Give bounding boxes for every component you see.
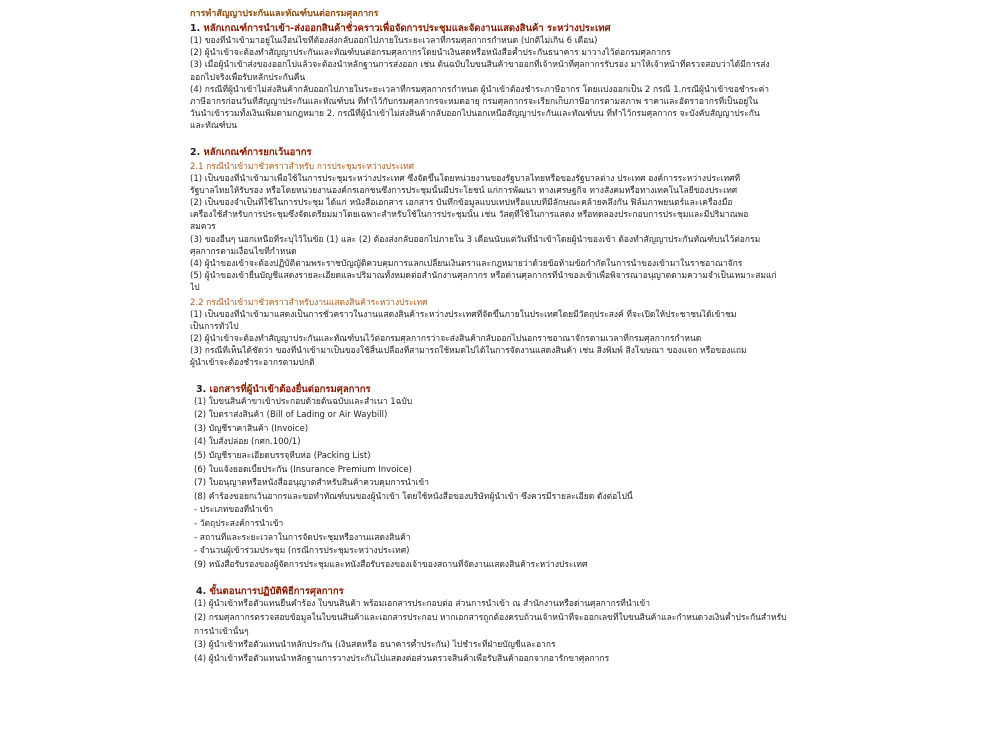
section-duty-exemption <box>190 146 802 370</box>
paragraph-line: และทัณฑ์บน <box>190 121 238 132</box>
list-item: (1) ผู้นำเข้าหรือตัวแทนยื่นคำร้อง ใบขนสินค้า พร้อมเอกสารประกอบต่อ ส่วนการนำเข้า ณ สำนักงานหรือด่านศุลกากรที่นำเข้า <box>194 599 650 610</box>
paragraph-line: (2) ผู้นำเข้าจะต้องทำสัญญาประกันและทัณฑ์บนไว้ต่อกรมศุลกากรว่าจะส่งสินค้ากลับออกไปนอกราชอาณาจักรตามเวลาที่กรมศุลกากรกำหนด <box>190 334 702 345</box>
section-import-export-rules <box>190 22 802 133</box>
list-item: (3) บัญชีราคาสินค้า (Invoice) <box>194 423 309 434</box>
list-item: (9) หนังสือรับรองของผู้จัดการประชุมและหนังสือรับรองของเจ้าของสถานที่จัดงานแสดงสินค้าระหว่างประเทศ <box>194 559 588 570</box>
list-item: - จำนวนผู้เข้าร่วมประชุม (กรณีการประชุมระหว่างประเทศ) <box>194 546 410 557</box>
list-item: (4) ใบสั่งปล่อย (กศก.100/1) <box>194 437 301 448</box>
list-item: (3) ผู้นำเข้าหรือตัวแทนนำหลักประกัน (เงินสดหรือ ธนาคารค้ำประกัน) ไปชำระที่ฝ่ายบัญชีและอากร <box>194 640 556 651</box>
section-title: หลักเกณฑ์การนำเข้า-ส่งออกสินค้าชั่วคราวเพื่อจัดการประชุมและจัดงานแสดงสินค้า ระหว่างประเทศ <box>203 23 611 34</box>
list-item: (2) กรมศุลกากรตรวจสอบข้อมูลในใบขนสินค้าและเอกสารประกอบ หากเอกสารถูกต้องครบถ้วนเจ้าหน้าที่จะออกเลขที่ใบขนสินค้าและกำหนดวงเงินค้ำประกันสำหรับ <box>194 612 787 623</box>
paragraph-line: (4) ผู้นำของเข้าจะต้องปฏิบัติตามพระราชบัญญัติควบคุมการแลกเปลี่ยนเงินตราและกฎหมายว่าด้วยข้อห้ามข้อกำกัดในการนำของเข้ามาในราชอาณาจักร <box>190 259 743 270</box>
paragraph-line: (3) ของอื่นๆ นอกเหนือที่ระบุไว้ในข้อ (1) และ (2) ต้องส่งกลับออกไปภายใน 3 เดือนนับแต่วันที่นำเข้าโดยผู้นำของเข้า ต้องทำสัญญาประกันทัณฑ์บนไว้ต่อกรม <box>190 234 761 245</box>
section-title: เอกสารที่ผู้นำเข้าต้องยื่นต่อกรมศุลกากร <box>209 383 371 395</box>
section-title: ขั้นตอนการปฏิบัติพิธีการศุลกากร <box>209 586 344 598</box>
paragraph-line: ศุลกากรตามเงื่อนไขที่กำหนด <box>190 246 297 257</box>
list-item: - ประเภทของที่นำเข้า <box>194 505 274 516</box>
paragraph-line: รัฐบาลไทยให้รับรอง หรือโดยหน่วยงานองค์กรเอกชนซึ่งการประชุมนั้นมีประโยชน์ แก่การพัฒนา ทางเศรษฐกิจ ทางสังคมหรือทางเทคโนโลยีของประเทศ <box>190 185 738 196</box>
list-item: (8) คำร้องขอยกเว้นอากรและขอทำทัณฑ์บนของผู้นำเข้า โดยใช้หนังสือของบริษัทผู้นำเข้า ซึ่งควรมีรายละเอียด ดังต่อไปนี้ <box>194 491 633 502</box>
paragraph-line: ผู้นำเข้าจะต้องชำระอากรตามปกติ <box>190 358 315 369</box>
section-number: 4. <box>196 586 207 598</box>
list-item: (2) ใบตราส่งสินค้า (Bill of Lading or Air Waybill) <box>194 410 388 421</box>
section-customs-procedure <box>190 585 802 666</box>
paragraph-line: (1) ของที่นำเข้ามาอยู่ในเงื่อนไขที่ต้องส่งกลับออกไปภายในระยะเวลาที่กรมศุลกากรกำหนด (ปกติไม่เกิน 6 เดือน) <box>190 36 598 46</box>
paragraph-line: (2) ผู้นำเข้าจะต้องทำสัญญาประกันและทัณฑ์บนต่อกรมศุลกากรโดยนำเงินสดหรือหนังสือค้ำประกันธนาคาร มาวางไว้ต่อกรมศุลกากร <box>190 48 671 59</box>
paragraph-line: (1) เป็นของที่นำเข้ามาเพื่อใช้ในการประชุมระหว่างประเทศ ซึ่งจัดขึ้นโดยหน่วยงานของรัฐบาลไทยหรือของรัฐบาลต่าง ประเทศ องค์การระหว่างประเทศที่ <box>190 173 741 184</box>
list-item: - สถานที่และระยะเวลาในการจัดประชุมหรืองานแสดงสินค้า <box>194 532 411 543</box>
paragraph-line: (3) กรณีที่เห็นได้ชัดว่า ของที่นำเข้ามาเป็นของใช้สิ้นเปลืองที่สามารถใช้หมดไปได้ในการจัดงานแสดงสินค้า เช่น สิ่งพิมพ์ สิ่งโฆษณา ของแจก หรือของแถม <box>190 346 747 357</box>
paragraph-line: (1) เป็นของที่นำเข้ามาแสดงเป็นการชั่วคราวในงานแสดงสินค้าระหว่างประเทศที่จัดขึ้นภายในประเทศโดยมีวัตถุประสงค์ ที่จะเปิดให้ประชาชนได้เข้าชม <box>190 309 737 320</box>
list-item: (6) ใบแจ้งยอดเบี้ยประกัน (Insurance Premium Invoice) <box>194 464 412 475</box>
paragraph-line: วันนำเข้ารวมทั้งเงินเพิ่มตามกฎหมาย 2. กรณีที่ผู้นำเข้าไม่ส่งสินค้ากลับออกไปนอกเหนือสัญญาประกันและทัณฑ์บน ที่ทำไว้กรมศุลกากร จะบังคับสัญญาประกัน <box>190 109 760 120</box>
paragraph-line: ภาษีอากรก่อนวันที่สัญญาประกันและทัณฑ์บน ที่ทำไว้กับกรมศุลกากรจะหมดอายุ กรมศุลกากรจะเรียกเก็บภาษีอากรตามสภาพ ราคาและอัตราอากรที่เป็นอยู่ใน <box>190 97 759 108</box>
list-item: การนำเข้านั้นๆ <box>194 626 249 637</box>
paragraph-line: ออกไปจริงเพื่อรับหลักประกันคืน <box>190 72 306 83</box>
document-page <box>190 8 802 666</box>
section-heading <box>190 585 802 598</box>
section-number: 3. <box>196 383 207 395</box>
paragraph-line: (4) กรณีที่ผู้นำเข้าไม่ส่งสินค้ากลับออกไปภายในระยะเวลาที่กรมศุลกากรกำหนด ผู้นำเข้าต้องชำระภาษีอากร โดยแบ่งออกเป็น 2 กรณี 1.กรณีผู้นำเข้าขอชำระค่า <box>190 84 770 95</box>
section-required-documents <box>190 383 802 573</box>
list-item: - วัตถุประสงค์การนำเข้า <box>194 519 284 530</box>
list-item: (7) ใบอนุญาตหรือหนังสืออนุญาตสำหรับสินค้าควบคุมการนำเข้า <box>194 478 430 489</box>
section-number: 1. <box>190 23 201 34</box>
subsection-heading: 2.2 กรณีนำเข้ามาชั่วคราวสำหรับงานแสดงสินค้าระหว่างประเทศ <box>190 297 428 308</box>
subsection-heading: 2.1 กรณีนำเข้ามาชั่วคราวสำหรับ การประชุมระหว่างประเทศ <box>190 161 415 172</box>
paragraph-line: ไป <box>190 283 200 294</box>
subsection-conference <box>190 161 802 295</box>
subsection-trade-fair <box>190 297 802 370</box>
section-heading <box>190 22 802 35</box>
paragraph-line: เครื่องใช้สำหรับการประชุมซึ่งจัดเตรียมมาโดยเฉพาะสำหรับใช้ในการประชุมนั้น เช่น วัสดุที่ใช้ในการแสดง หรือทดลองประกอบการประชุมและมีปริมาณพอ <box>190 210 749 221</box>
paragraph-line: เป็นการทั่วไป <box>190 321 239 332</box>
list-item: (5) บัญชีรายละเอียดบรรจุหีบห่อ (Packing List) <box>194 451 371 462</box>
paragraph-line: (3) เมื่อผู้นำเข้าส่งของออกไปแล้วจะต้องนำหลักฐานการส่งออก เช่น ต้นฉบับใบขนสินค้าขาออกที่เจ้าหน้าที่ศุลกากรรับรอง มาให้เจ้าหน้าที่ตรวจสอบว่าได้มีการส่ง <box>190 60 770 71</box>
section-number: 2. <box>190 146 201 158</box>
list-item: (4) ผู้นำเข้าหรือตัวแทนนำหลักฐานการวางประกันไปแสดงต่อส่วนตรวจสินค้าเพื่อรับสินค้าออกจากอารักขาศุลกากร <box>194 653 610 664</box>
paragraph-line: (2) เป็นของจำเป็นที่ใช้ในการประชุม ได้แก่ หนังสือเอกสาร เอกสาร บันทึกข้อมูลแบบเทปหรือแบบที่มีลักษณะคล้ายคลึงกัน ฟิล์มภาพยนตร์และเครื่องมือ <box>190 198 733 209</box>
section-heading <box>190 383 802 396</box>
paragraph-line: (5) ผู้นำของเข้ายื่นบัญชีแสดงรายละเอียดและปริมาณทั้งหมดต่อสำนักงานศุลกากร หรือด่านศุลกากรที่นำของเข้าเพื่อพิจารณาอนุญาตตามความจำเป็นเหมาะสมแก่ <box>190 271 777 282</box>
list-item: (1) ใบขนสินค้าขาเข้าประกอบด้วยต้นฉบับและสำเนา 1ฉบับ <box>194 396 413 407</box>
section-heading <box>190 146 802 159</box>
paragraph-line: สมควร <box>190 222 216 233</box>
section-title: หลักเกณฑ์การยกเว้นอากร <box>203 146 312 158</box>
document-title: การทำสัญญาประกันและทัณฑ์บนต่อกรมศุลกากร <box>190 9 379 19</box>
